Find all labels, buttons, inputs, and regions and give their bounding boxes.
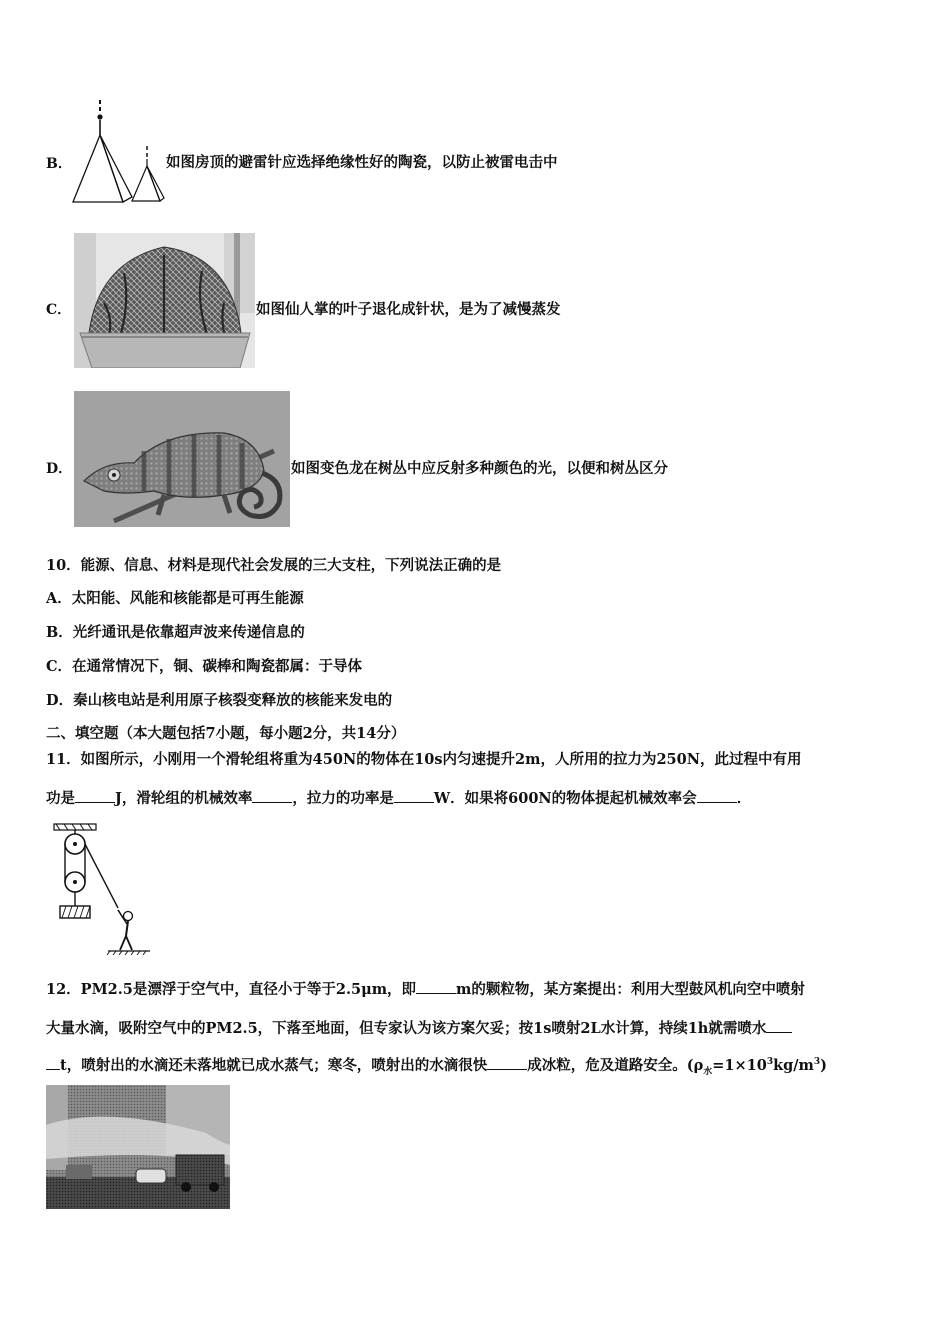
- water-spray-truck-photo: [46, 1085, 230, 1209]
- answer-blank[interactable]: [487, 1055, 527, 1071]
- pulley-diagram: [46, 820, 154, 955]
- section-heading: 二、填空题（本大题包括7小题，每小题2分，共14分）: [46, 725, 406, 742]
- answer-blank[interactable]: [394, 788, 434, 804]
- answer-blank[interactable]: [75, 788, 115, 804]
- answer-blank[interactable]: [46, 1055, 60, 1071]
- chameleon-photo: [74, 391, 290, 527]
- answer-blank[interactable]: [416, 979, 456, 995]
- option-c-label: C．: [46, 302, 72, 318]
- option-d-label: D．: [46, 461, 73, 477]
- question-12-line-1: [46, 978, 805, 999]
- answer-blank[interactable]: [766, 1018, 792, 1034]
- question-10-option-b: B．光纤通讯是依靠超声波来传递信息的: [46, 624, 305, 641]
- exponent: 3: [766, 1057, 774, 1068]
- q12-part-a: 12．PM2.5是漂浮于空气中，直径小于等于2.5μm，即: [46, 981, 417, 998]
- question-10-option-d: D．秦山核电站是利用原子核裂变释放的核能来发电的: [46, 692, 393, 709]
- q11-part-d: W．如果将600N的物体提起机械效率会: [433, 790, 697, 807]
- question-12-line-3: [46, 1054, 827, 1077]
- question-11-line-2: [46, 787, 751, 808]
- q12-part-e: 成冰粒，危及道路安全。(ρ: [527, 1057, 704, 1074]
- answer-blank[interactable]: [252, 788, 292, 804]
- option-b-text: 如图房顶的避雷针应选择绝缘性好的陶瓷，以防止被雷电击中: [166, 154, 558, 171]
- water-subscript: 水: [703, 1066, 713, 1077]
- q11-part-b: J，滑轮组的机械效率: [115, 790, 253, 807]
- q12-part-d: t，喷射出的水滴还未落地就已成水蒸气；寒冬，喷射出的水滴很快: [60, 1057, 488, 1074]
- question-10-option-a: A．太阳能、风能和核能都是可再生能源: [46, 590, 304, 607]
- q12-part-h: ): [820, 1057, 828, 1074]
- lightning-rod-diagram: [68, 98, 166, 206]
- answer-blank[interactable]: [697, 788, 737, 804]
- option-d-text: 如图变色龙在树丛中应反射多种颜色的光，以便和树丛区分: [291, 460, 668, 477]
- question-10-stem: 10．能源、信息、材料是现代社会发展的三大支柱，下列说法正确的是: [46, 557, 502, 574]
- q11-part-c: ，拉力的功率是: [292, 790, 394, 807]
- option-c-text: 如图仙人掌的叶子退化成针状，是为了减慢蒸发: [256, 301, 561, 318]
- question-12-line-2: [46, 1017, 792, 1038]
- q12-part-b: m的颗粒物，某方案提出：利用大型鼓风机向空中喷射: [456, 981, 805, 998]
- q11-part-a: 功是: [46, 790, 75, 807]
- cactus-photo: [74, 233, 255, 368]
- q11-part-e: ．: [736, 790, 752, 807]
- q12-part-g: kg/m: [773, 1057, 814, 1074]
- exponent: 3: [813, 1057, 821, 1068]
- option-b-label: B．: [46, 156, 72, 172]
- q12-part-c: 大量水滴，吸附空气中的PM2.5，下落至地面，但专家认为该方案欠妥；按1s喷射2L水计算，持续1h就需喷水: [46, 1020, 767, 1037]
- q12-part-f: =1×10: [712, 1057, 767, 1074]
- question-10-option-c: C．在通常情况下，铜、碳棒和陶瓷都属：于导体: [46, 658, 363, 675]
- question-11-line-1: 11．如图所示，小刚用一个滑轮组将重为450N的物体在10s内匀速提升2m，人所用的拉力为250N，此过程中有用: [46, 751, 802, 768]
